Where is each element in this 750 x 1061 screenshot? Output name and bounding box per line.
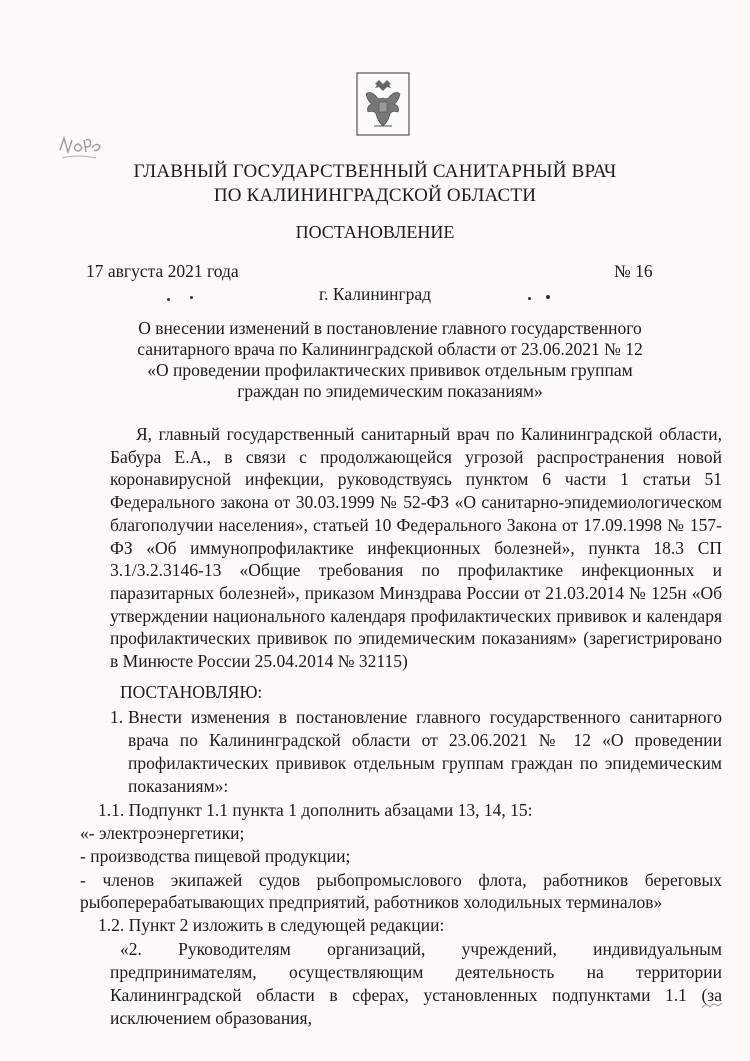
document-date: 17 августа 2021 года (86, 261, 239, 281)
item-text: Внести изменения в постановление главного государственного санитарного врача по Калининградской области от 23.06.2021 № 12 «О проведении профилактических прививок отдельным группам граждан по эпидемическим показаниям»: (128, 707, 722, 796)
subject-line: граждан по эпидемическим показаниям» (237, 381, 543, 401)
item-number: 1. (110, 707, 124, 727)
document-city: г. Калининград (318, 284, 432, 304)
resolution-heading: ПОСТАНОВЛЯЮ: (120, 682, 263, 702)
paragraph-2-new-wording: «2. Руководителям организаций, учреждений, индивидуальным предпринимателям, осуществляющим деятельность на территории Калининградской области в сферах, установленных подпунктами 1.1 (за исключением образования, (110, 939, 722, 1028)
subject-line: О внесении изменений в постановление главного государственного (138, 318, 642, 338)
issuer-line-1: ГЛАВНЫЙ ГОСУДАРСТВЕННЫЙ САНИТАРНЫЙ ВРАЧ (133, 161, 617, 182)
document-subject (120, 318, 660, 402)
bullet-electroenergetics: «- электроэнергетики; (80, 823, 245, 843)
document-number: № 16 (614, 261, 653, 281)
subject-line: «О проведении профилактических прививок отдельным группам (147, 360, 633, 380)
scan-speck (190, 296, 193, 299)
bullet-fishing-fleet: - членов экипажей судов рыбопромыслового флота, работников береговых рыбоперерабатывающих предприятий, работников холодильных терминалов» (80, 870, 722, 912)
subject-line: санитарного врача по Калининградской области от 23.06.2021 № 12 (137, 339, 643, 359)
document-type-title: ПОСТАНОВЛЕНИЕ (295, 222, 455, 242)
scan-speck (167, 298, 170, 301)
preamble-paragraph: Я, главный государственный санитарный врач по Калининградской области, Бабура Е.А., в связи с продолжающейся угрозой распространения новой коронавирусной инфекции, руководствуясь пунктом 6 части 1 статьи 51 Федерального закона от 30.03.1999 № 52-ФЗ «О санитарно-эпидемиологическом благополучии населения», статьей 10 Федерального Закона от 17.09.1998 № 157-ФЗ «Об иммунопрофилактике инфекционных болезней», пункта 18.3 СП 3.1/3.2.3146-13 «Общие требования по профилактике инфекционных и паразитарных болезней», приказом Минздрава России от 21.03.2014 № 125н «Об утверждении национального календаря профилактических прививок и календаря профилактических прививок по эпидемическим показаниям» (зарегистрировано в Минюсте России 25.04.2014 № 32115) (110, 424, 722, 672)
handwritten-corner-mark (700, 998, 724, 1012)
issuer-line-2: ПО КАЛИНИНГРАДСКОЙ ОБЛАСТИ (213, 185, 537, 206)
scan-speck (528, 297, 531, 300)
scan-speck (546, 295, 550, 299)
subitem-1-1: 1.1. Подпункт 1.1 пункта 1 дополнить абзацами 13, 14, 15: (98, 800, 533, 820)
resolution-item-1 (110, 706, 722, 798)
coat-of-arms-icon (356, 72, 410, 136)
bullet-food-production: - производства пищевой продукции; (80, 846, 351, 866)
subitem-1-2: 1.2. Пункт 2 изложить в следующей редакции: (98, 915, 445, 935)
